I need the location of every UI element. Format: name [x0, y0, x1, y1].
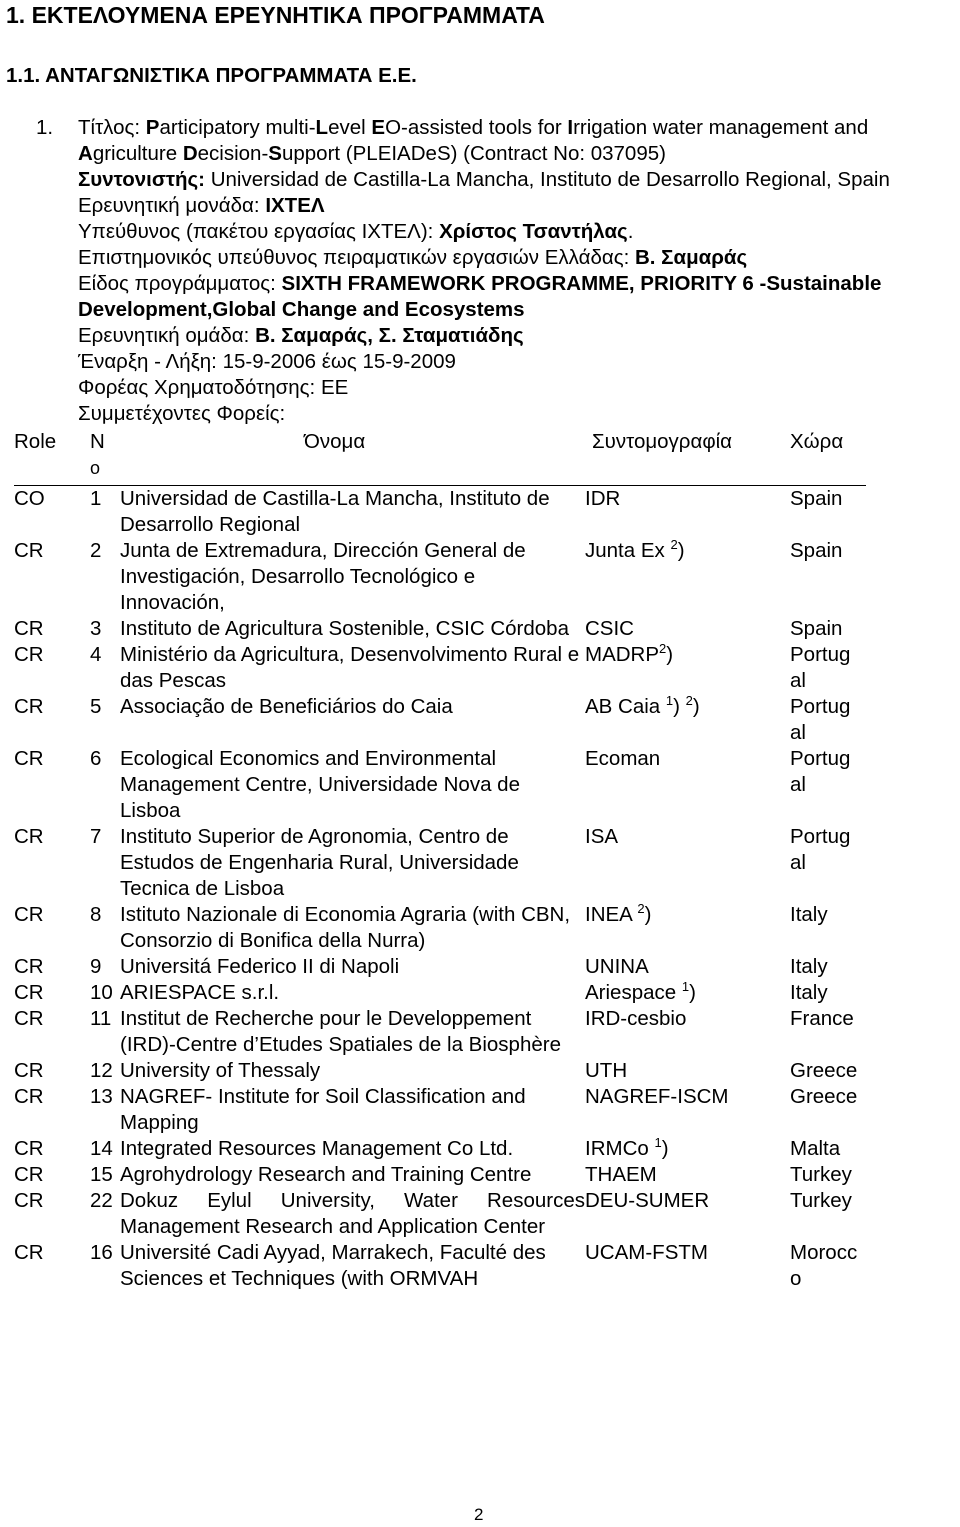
cell-name: Universitá Federico II di Napoli — [120, 955, 400, 978]
cell-number: 2 — [90, 539, 102, 562]
cell-name: Associação de Beneficiários do Caia — [120, 695, 453, 718]
cell-number: 1 — [90, 487, 102, 510]
table-row — [14, 824, 866, 902]
cell-name: ARIESPACE s.r.l. — [120, 981, 280, 1004]
partners-table — [14, 428, 866, 1292]
cell-name: Instituto de Agricultura Sostenible, CSIC Córdoba — [120, 617, 569, 640]
cell-abbreviation: ISA — [585, 825, 619, 848]
cell-role: CR — [14, 955, 44, 978]
table-row — [14, 538, 866, 616]
cell-role: CO — [14, 487, 45, 510]
cell-number: 10 — [90, 981, 113, 1004]
cell-number: 6 — [90, 747, 102, 770]
cell-name: Integrated Resources Management Co Ltd. — [120, 1137, 514, 1160]
cell-abbreviation: AB Caia $^1$) $^2$) — [585, 693, 700, 718]
cell-country: Turkey — [790, 1189, 852, 1212]
cell-name: Université Cadi Ayyad, Marrakech, Faculté des Sciences et Techniques (with ORMVAH — [120, 1241, 546, 1290]
cell-abbreviation: DEU-SUMER — [585, 1189, 710, 1212]
cell-country: Italy — [790, 903, 828, 926]
cell-country: Portugal — [790, 695, 851, 744]
cell-country: Morocco — [790, 1241, 858, 1290]
cell-country: France — [790, 1007, 854, 1030]
cell-country: Portugal — [790, 747, 851, 796]
cell-name: Universidad de Castilla-La Mancha, Instituto de Desarrollo Regional — [120, 487, 550, 536]
cell-number: 11 — [90, 1007, 112, 1030]
subsection-heading: 1.1. ΑΝΤΑΓΩΝΙΣΤΙΚΑ ΠΡΟΓΡΑΜΜΑΤΑ Ε.Ε. — [6, 64, 417, 87]
cell-abbreviation: NAGREF-ISCM — [585, 1085, 729, 1108]
cell-role: CR — [14, 981, 44, 1004]
cell-country: Portugal — [790, 643, 851, 692]
cell-abbreviation: IRD-cesbio — [585, 1007, 687, 1030]
project-title-line1: Τίτλος: Participatory multi-Level EO-assisted tools for Irrigation water management and — [78, 116, 869, 139]
coordinator: Συντονιστής: Universidad de Castilla-La Mancha, Instituto de Desarrollo Regional, Spain — [78, 168, 890, 191]
cell-abbreviation: UNINA — [585, 955, 649, 978]
cell-number: 14 — [90, 1137, 113, 1160]
table-row — [14, 902, 866, 954]
cell-number: 3 — [90, 617, 102, 640]
table-row — [14, 1188, 866, 1240]
cell-country: Spain — [790, 539, 843, 562]
cell-role: CR — [14, 1085, 44, 1108]
cell-country: Malta — [790, 1137, 841, 1160]
header-role: Role — [14, 430, 57, 453]
table-header — [14, 428, 866, 486]
cell-abbreviation: IRMCo $^1$) — [585, 1135, 669, 1160]
project-info — [78, 115, 960, 427]
table-body — [14, 486, 866, 1292]
cell-abbreviation: INEA $^2$) — [585, 901, 652, 926]
scientific-responsible: Επιστημονικός υπεύθυνος πειραματικών εργασιών Ελλάδας: Β. Σαμαράς — [78, 246, 748, 269]
cell-name: Ministério da Agricultura, Desenvolvimento Rural e das Pescas — [120, 643, 580, 692]
cell-abbreviation: UCAM-FSTM — [585, 1241, 708, 1264]
header-no: N — [90, 430, 105, 453]
project-title-line2: Agriculture Decision-Support (PLEIADeS) (Contract No: 037095) — [78, 142, 666, 165]
cell-name: Istituto Nazionale di Economia Agraria (with CBN, Consorzio di Bonifica della Nurra) — [120, 903, 571, 952]
programme-type: Είδος προγράμματος: SIXTH FRAMEWORK PROGRAMME, PRIORITY 6 -Sustainable — [78, 272, 882, 295]
research-unit: Ερευνητική μονάδα: ΙΧΤΕΛ — [78, 194, 325, 217]
header-country: Χώρα — [790, 430, 844, 453]
table-row — [14, 980, 866, 1006]
cell-role: CR — [14, 695, 44, 718]
responsible: Υπεύθυνος (πακέτου εργασίας ΙΧΤΕΛ): Χρίστος Τσαντήλας. — [78, 220, 634, 243]
cell-number: 5 — [90, 695, 102, 718]
cell-role: CR — [14, 1137, 44, 1160]
table-row — [14, 1006, 866, 1058]
cell-abbreviation: Junta Ex $^2$) — [585, 537, 685, 562]
cell-country: Italy — [790, 955, 828, 978]
cell-number: 12 — [90, 1059, 113, 1082]
header-name: Όνομα — [304, 430, 366, 453]
programme-type-cont: Development,Global Change and Ecosystems — [78, 298, 525, 321]
cell-name: Agrohydrology Research and Training Centre — [120, 1163, 532, 1186]
cell-number: 7 — [90, 825, 102, 848]
header-no-sub: o — [90, 458, 101, 478]
cell-role: CR — [14, 539, 44, 562]
cell-abbreviation: IDR — [585, 487, 621, 510]
cell-number: 9 — [90, 955, 102, 978]
cell-abbreviation: MADRP$^2$) — [585, 641, 674, 666]
header-abbr: Συντομογραφία — [592, 430, 733, 453]
cell-country: Turkey — [790, 1163, 852, 1186]
cell-country: Spain — [790, 487, 843, 510]
cell-name: Dokuz Eylul University, Water Resources Management Research and Application Center — [120, 1189, 585, 1238]
table-row — [14, 1162, 866, 1188]
partners-label: Συμμετέχοντες Φορείς: — [78, 402, 286, 425]
cell-abbreviation: THAEM — [585, 1163, 657, 1186]
cell-number: 15 — [90, 1163, 113, 1186]
item-number: 1. — [36, 116, 54, 139]
cell-abbreviation: Ariespace $^1$) — [585, 979, 696, 1004]
cell-role: CR — [14, 1241, 44, 1264]
cell-name: Instituto Superior de Agronomia, Centro de Estudos de Engenharia Rural, Universidade Tecnica de Lisboa — [120, 825, 519, 900]
cell-number: 22 — [90, 1189, 113, 1212]
cell-number: 16 — [90, 1241, 113, 1264]
cell-abbreviation: CSIC — [585, 617, 634, 640]
cell-name: University of Thessaly — [120, 1059, 321, 1082]
cell-role: CR — [14, 643, 44, 666]
page-number: 2 — [474, 1505, 484, 1524]
cell-abbreviation: UTH — [585, 1059, 628, 1082]
table-row — [14, 642, 866, 694]
cell-role: CR — [14, 1163, 44, 1186]
cell-name: Institut de Recherche pour le Developpement (IRD)-Centre d’Etudes Spatiales de la Biosphère — [120, 1007, 561, 1056]
cell-number: 8 — [90, 903, 102, 926]
funding-body: Φορέας Χρηματοδότησης: ΕΕ — [78, 376, 349, 399]
table-row — [14, 1084, 866, 1136]
cell-name: NAGREF- Institute for Soil Classification and Mapping — [120, 1085, 526, 1134]
cell-number: 4 — [90, 643, 102, 666]
cell-country: Greece — [790, 1059, 858, 1082]
cell-country: Italy — [790, 981, 828, 1004]
cell-name: Junta de Extremadura, Dirección General de Investigación, Desarrollo Tecnológico e Innovación, — [120, 539, 526, 614]
cell-number: 13 — [90, 1085, 113, 1108]
cell-country: Portugal — [790, 825, 851, 874]
cell-country: Spain — [790, 617, 843, 640]
table-row — [14, 1058, 866, 1084]
section-heading: 1. ΕΚΤΕΛΟΥΜΕΝΑ ΕΡΕΥΝΗΤΙΚΑ ΠΡΟΓΡΑΜΜΑΤΑ — [6, 2, 545, 28]
cell-name: Ecological Economics and Environmental Management Centre, Universidade Nova de Lisboa — [120, 747, 520, 822]
project-dates: Έναρξη - Λήξη: 15-9-2006 έως 15-9-2009 — [78, 350, 456, 373]
table-row — [14, 1240, 866, 1292]
cell-role: CR — [14, 1007, 44, 1030]
table-row — [14, 746, 866, 824]
cell-role: CR — [14, 903, 44, 926]
table-row — [14, 486, 866, 538]
table-row — [14, 694, 866, 746]
cell-role: CR — [14, 1189, 44, 1212]
table-row — [14, 616, 866, 642]
research-team: Ερευνητική ομάδα: Β. Σαμαράς, Σ. Σταματιάδης — [78, 324, 524, 347]
cell-role: CR — [14, 825, 44, 848]
cell-abbreviation: Ecoman — [585, 747, 661, 770]
cell-country: Greece — [790, 1085, 858, 1108]
header-divider — [14, 485, 866, 486]
cell-role: CR — [14, 617, 44, 640]
table-row — [14, 1136, 866, 1162]
cell-role: CR — [14, 747, 44, 770]
table-row — [14, 954, 866, 980]
cell-role: CR — [14, 1059, 44, 1082]
